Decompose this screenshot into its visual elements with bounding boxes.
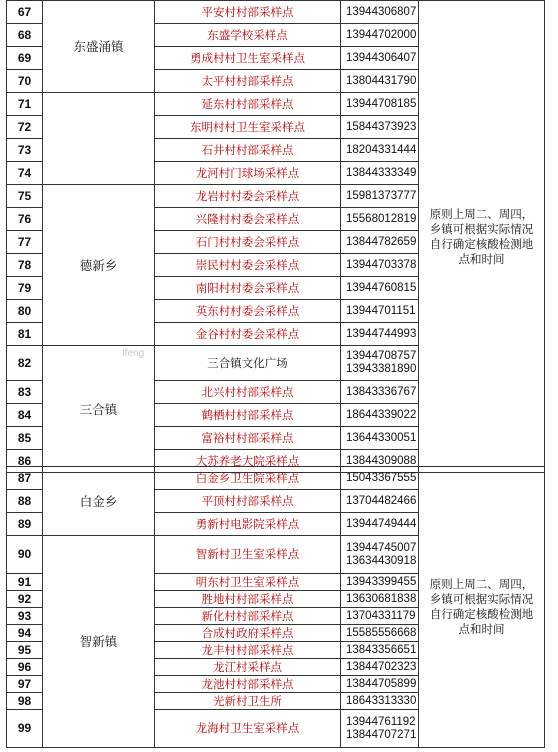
contact-phone: 13944760815 bbox=[341, 277, 419, 300]
town-name: 德新乡 bbox=[43, 185, 155, 346]
row-number: 70 bbox=[7, 70, 43, 93]
row-number: 86 bbox=[7, 450, 43, 473]
site-name: 龙江村采样点 bbox=[155, 659, 341, 676]
phone-line-2: 13634430918 bbox=[346, 554, 417, 567]
contact-phone: 13944701151 bbox=[341, 300, 419, 323]
site-name: 兴隆村村委会采样点 bbox=[155, 208, 341, 231]
row-number: 89 bbox=[7, 513, 43, 536]
contact-phone: 13844702323 bbox=[341, 659, 419, 676]
site-name: 龙河村门球场采样点 bbox=[155, 162, 341, 185]
row-number: 95 bbox=[7, 642, 43, 659]
contact-phone: 13844782659 bbox=[341, 231, 419, 254]
sampling-sites-table-lower bbox=[6, 466, 545, 748]
phone-line-1: 13944745007 bbox=[346, 541, 417, 554]
site-name: 三合镇文化广场 bbox=[155, 346, 341, 381]
row-number: 87 bbox=[7, 467, 43, 490]
row-number: 90 bbox=[7, 536, 43, 574]
contact-phone: 13644330051 bbox=[341, 427, 419, 450]
site-name: 东明村村卫生室采样点 bbox=[155, 116, 341, 139]
site-name: 平安村村部采样点 bbox=[155, 1, 341, 24]
site-name: 龙丰村村部采样点 bbox=[155, 642, 341, 659]
town-empty bbox=[43, 93, 155, 185]
site-name: 南阳村村委会采样点 bbox=[155, 277, 341, 300]
row-number: 78 bbox=[7, 254, 43, 277]
site-name: 勇新村电影院采样点 bbox=[155, 513, 341, 536]
site-name: 明东村卫生室采样点 bbox=[155, 574, 341, 591]
contact-phone: 15043367555 bbox=[341, 467, 419, 490]
site-name: 新化村村部采样点 bbox=[155, 608, 341, 625]
row-number: 72 bbox=[7, 116, 43, 139]
row-number: 97 bbox=[7, 676, 43, 693]
row-number: 76 bbox=[7, 208, 43, 231]
contact-phone: 13944749444 bbox=[341, 513, 419, 536]
row-number: 99 bbox=[7, 710, 43, 748]
site-name: 鹤栖村村部采样点 bbox=[155, 404, 341, 427]
site-name: 延东村村部采样点 bbox=[155, 93, 341, 116]
row-number: 84 bbox=[7, 404, 43, 427]
contact-phone: 18643313330 bbox=[341, 693, 419, 710]
town-name: 东盛涌镇 bbox=[43, 1, 155, 93]
row-number: 92 bbox=[7, 591, 43, 608]
site-name: 光新村卫生所 bbox=[155, 693, 341, 710]
schedule-note: 原则上周二、周四，乡镇可根据实际情况自行确定核酸检测地点和时间 bbox=[419, 1, 545, 473]
row-number: 71 bbox=[7, 93, 43, 116]
phone-line-2: 13943381890 bbox=[346, 363, 417, 375]
site-name: 龙池村村部采样点 bbox=[155, 676, 341, 693]
contact-phone: 13843336767 bbox=[341, 381, 419, 404]
contact-phone bbox=[341, 536, 419, 574]
phone-line-1: 13944761192 bbox=[346, 715, 416, 728]
contact-phone bbox=[341, 710, 419, 748]
row-number: 83 bbox=[7, 381, 43, 404]
row-number: 93 bbox=[7, 608, 43, 625]
contact-phone: 13944744993 bbox=[341, 323, 419, 346]
row-number: 67 bbox=[7, 1, 43, 24]
town-name: 三合镇 bbox=[43, 346, 155, 473]
contact-phone: 13943399455 bbox=[341, 574, 419, 591]
table-row bbox=[7, 467, 545, 490]
town-name: 白金乡 bbox=[43, 467, 155, 536]
row-number: 77 bbox=[7, 231, 43, 254]
site-name: 龙海村卫生室采样点 bbox=[155, 710, 341, 748]
row-number: 80 bbox=[7, 300, 43, 323]
site-name: 大苏养老大院采样点 bbox=[155, 450, 341, 473]
row-number: 74 bbox=[7, 162, 43, 185]
table-row bbox=[7, 1, 545, 24]
contact-phone: 13944703378 bbox=[341, 254, 419, 277]
contact-phone: 15585556668 bbox=[341, 625, 419, 642]
contact-phone: 13844705899 bbox=[341, 676, 419, 693]
site-name: 龙岩村村委会采样点 bbox=[155, 185, 341, 208]
row-number: 91 bbox=[7, 574, 43, 591]
contact-phone: 13944306807 bbox=[341, 1, 419, 24]
contact-phone bbox=[341, 346, 419, 381]
site-name: 东盛学校采样点 bbox=[155, 24, 341, 47]
contact-phone: 13843356651 bbox=[341, 642, 419, 659]
row-number: 98 bbox=[7, 693, 43, 710]
contact-phone: 13944702000 bbox=[341, 24, 419, 47]
watermark-logo: Ifeng bbox=[122, 348, 145, 359]
schedule-note: 原则上周二、周四，乡镇可根据实际情况自行确定核酸检测地点和时间 bbox=[419, 467, 545, 748]
site-name: 金谷村村委会采样点 bbox=[155, 323, 341, 346]
site-name: 合成村政府采样点 bbox=[155, 625, 341, 642]
site-name: 智新村卫生室采样点 bbox=[155, 536, 341, 574]
contact-phone: 13704331179 bbox=[341, 608, 419, 625]
contact-phone: 13804431790 bbox=[341, 70, 419, 93]
row-number: 88 bbox=[7, 490, 43, 513]
contact-phone: 13844333349 bbox=[341, 162, 419, 185]
site-name: 勇成村村卫生室采样点 bbox=[155, 47, 341, 70]
phone-line-2: 13844707271 bbox=[346, 728, 417, 741]
contact-phone: 13944708185 bbox=[341, 93, 419, 116]
site-name: 太平村村部采样点 bbox=[155, 70, 341, 93]
site-name: 白金乡卫生院采样点 bbox=[155, 467, 341, 490]
row-number: 82 bbox=[7, 346, 43, 381]
row-number: 85 bbox=[7, 427, 43, 450]
row-number: 68 bbox=[7, 24, 43, 47]
contact-phone: 13944306407 bbox=[341, 47, 419, 70]
row-number: 81 bbox=[7, 323, 43, 346]
sampling-sites-table-upper bbox=[6, 0, 545, 473]
town-name: 智新镇 bbox=[43, 536, 155, 748]
site-name: 胜地村村部采样点 bbox=[155, 591, 341, 608]
row-number: 69 bbox=[7, 47, 43, 70]
contact-phone: 15844373923 bbox=[341, 116, 419, 139]
contact-phone: 13844309088 bbox=[341, 450, 419, 473]
site-name: 富裕村村部采样点 bbox=[155, 427, 341, 450]
row-number: 73 bbox=[7, 139, 43, 162]
contact-phone: 15981373777 bbox=[341, 185, 419, 208]
contact-phone: 13630681838 bbox=[341, 591, 419, 608]
row-number: 79 bbox=[7, 277, 43, 300]
contact-phone: 15568012819 bbox=[341, 208, 419, 231]
site-name: 石门村村委会采样点 bbox=[155, 231, 341, 254]
phone-line-1: 13944708757 bbox=[346, 350, 417, 362]
site-name: 崇民村村委会采样点 bbox=[155, 254, 341, 277]
site-name: 英东村村委会采样点 bbox=[155, 300, 341, 323]
row-number: 96 bbox=[7, 659, 43, 676]
contact-phone: 18644339022 bbox=[341, 404, 419, 427]
site-name: 石井村村部采样点 bbox=[155, 139, 341, 162]
site-name: 北兴村村部采样点 bbox=[155, 381, 341, 404]
contact-phone: 13704482466 bbox=[341, 490, 419, 513]
row-number: 75 bbox=[7, 185, 43, 208]
contact-phone: 18204331444 bbox=[341, 139, 419, 162]
row-number: 94 bbox=[7, 625, 43, 642]
site-name: 平顶村村部采样点 bbox=[155, 490, 341, 513]
